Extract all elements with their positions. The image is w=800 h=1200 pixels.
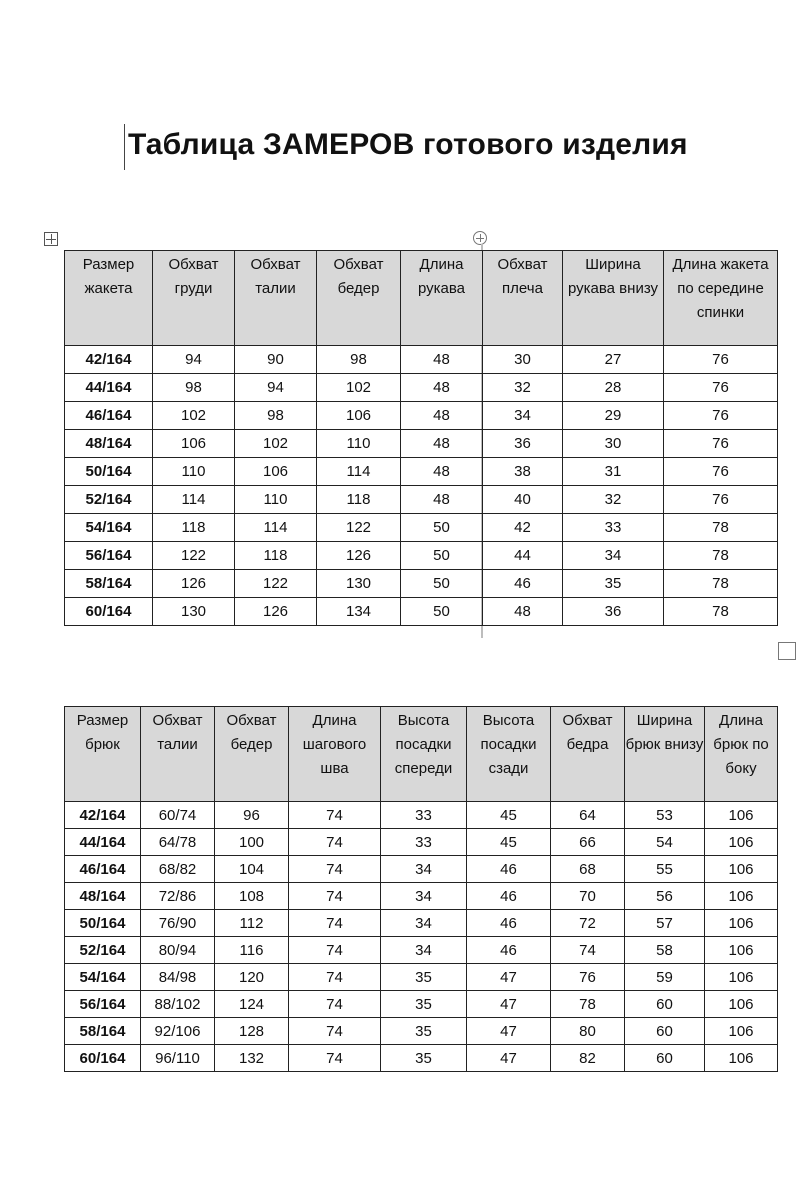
measurement-cell: 64/78 bbox=[141, 829, 215, 856]
size-cell: 58/164 bbox=[65, 570, 153, 598]
measurement-cell: 74 bbox=[289, 910, 381, 937]
measurement-cell: 36 bbox=[563, 598, 664, 626]
measurement-cell: 128 bbox=[215, 1018, 289, 1045]
measurement-cell: 78 bbox=[664, 514, 778, 542]
measurement-cell: 31 bbox=[563, 458, 664, 486]
measurement-cell: 46 bbox=[483, 570, 563, 598]
measurement-cell: 56 bbox=[625, 883, 705, 910]
measurement-cell: 35 bbox=[381, 991, 467, 1018]
measurement-cell: 44 bbox=[483, 542, 563, 570]
measurement-cell: 120 bbox=[215, 964, 289, 991]
table-row bbox=[65, 486, 778, 514]
table-row bbox=[65, 598, 778, 626]
size-cell: 50/164 bbox=[65, 910, 141, 937]
measurement-cell: 124 bbox=[215, 991, 289, 1018]
measurement-cell: 116 bbox=[215, 937, 289, 964]
measurement-cell: 114 bbox=[235, 514, 317, 542]
column-header: Обхват груди bbox=[153, 251, 235, 346]
column-header: Высота посадки спереди bbox=[381, 707, 467, 802]
table-row bbox=[65, 514, 778, 542]
measurement-cell: 112 bbox=[215, 910, 289, 937]
measurement-cell: 76 bbox=[664, 486, 778, 514]
measurement-cell: 132 bbox=[215, 1045, 289, 1072]
measurement-cell: 106 bbox=[317, 402, 401, 430]
column-header: Длина брюк по боку bbox=[705, 707, 778, 802]
measurement-cell: 94 bbox=[153, 346, 235, 374]
measurement-cell: 126 bbox=[235, 598, 317, 626]
size-cell: 50/164 bbox=[65, 458, 153, 486]
measurement-cell: 45 bbox=[467, 802, 551, 829]
table-header-row bbox=[65, 251, 778, 346]
column-header: Обхват бедер bbox=[215, 707, 289, 802]
measurement-cell: 30 bbox=[563, 430, 664, 458]
measurement-cell: 78 bbox=[551, 991, 625, 1018]
measurement-cell: 118 bbox=[235, 542, 317, 570]
measurement-cell: 33 bbox=[381, 802, 467, 829]
measurement-cell: 106 bbox=[705, 964, 778, 991]
measurement-cell: 34 bbox=[381, 937, 467, 964]
size-cell: 48/164 bbox=[65, 883, 141, 910]
measurement-cell: 47 bbox=[467, 1018, 551, 1045]
measurement-cell: 48 bbox=[401, 458, 483, 486]
measurement-cell: 60 bbox=[625, 1018, 705, 1045]
table-row bbox=[65, 458, 778, 486]
jacket-measurements-table bbox=[64, 250, 778, 626]
table-row bbox=[65, 964, 778, 991]
measurement-cell: 46 bbox=[467, 937, 551, 964]
measurement-cell: 74 bbox=[289, 856, 381, 883]
measurement-cell: 48 bbox=[401, 486, 483, 514]
measurement-cell: 130 bbox=[317, 570, 401, 598]
size-cell: 44/164 bbox=[65, 374, 153, 402]
measurement-cell: 74 bbox=[289, 883, 381, 910]
measurement-cell: 106 bbox=[235, 458, 317, 486]
page-title: Таблица ЗАМЕРОВ готового изделия bbox=[128, 128, 688, 161]
measurement-cell: 34 bbox=[381, 856, 467, 883]
measurement-cell: 106 bbox=[705, 991, 778, 1018]
measurement-cell: 60 bbox=[625, 991, 705, 1018]
measurement-cell: 80/94 bbox=[141, 937, 215, 964]
table-move-icon[interactable] bbox=[44, 232, 58, 246]
measurement-cell: 27 bbox=[563, 346, 664, 374]
table-resize-icon[interactable] bbox=[778, 642, 796, 660]
measurement-cell: 110 bbox=[235, 486, 317, 514]
measurement-cell: 50 bbox=[401, 514, 483, 542]
measurement-cell: 98 bbox=[153, 374, 235, 402]
measurement-cell: 59 bbox=[625, 964, 705, 991]
measurement-cell: 58 bbox=[625, 937, 705, 964]
size-cell: 42/164 bbox=[65, 346, 153, 374]
table-row bbox=[65, 542, 778, 570]
measurement-cell: 106 bbox=[705, 937, 778, 964]
column-header: Длина жакета по середине спинки bbox=[664, 251, 778, 346]
measurement-cell: 106 bbox=[705, 856, 778, 883]
measurement-cell: 66 bbox=[551, 829, 625, 856]
measurement-cell: 48 bbox=[401, 402, 483, 430]
measurement-cell: 50 bbox=[401, 542, 483, 570]
table-header-row bbox=[65, 707, 778, 802]
size-cell: 56/164 bbox=[65, 991, 141, 1018]
column-header: Ширина брюк внизу bbox=[625, 707, 705, 802]
measurement-cell: 126 bbox=[153, 570, 235, 598]
measurement-cell: 106 bbox=[705, 802, 778, 829]
measurement-cell: 88/102 bbox=[141, 991, 215, 1018]
measurement-cell: 106 bbox=[705, 829, 778, 856]
measurement-cell: 106 bbox=[705, 1045, 778, 1072]
measurement-cell: 48 bbox=[401, 430, 483, 458]
measurement-cell: 110 bbox=[153, 458, 235, 486]
measurement-cell: 114 bbox=[317, 458, 401, 486]
measurement-cell: 50 bbox=[401, 598, 483, 626]
measurement-cell: 130 bbox=[153, 598, 235, 626]
measurement-cell: 74 bbox=[551, 937, 625, 964]
measurement-cell: 104 bbox=[215, 856, 289, 883]
measurement-cell: 74 bbox=[289, 964, 381, 991]
measurement-cell: 78 bbox=[664, 598, 778, 626]
column-header: Обхват талии bbox=[141, 707, 215, 802]
column-insert-icon[interactable] bbox=[473, 231, 487, 245]
measurement-cell: 118 bbox=[153, 514, 235, 542]
measurement-cell: 114 bbox=[153, 486, 235, 514]
measurement-cell: 35 bbox=[381, 1045, 467, 1072]
measurement-cell: 47 bbox=[467, 991, 551, 1018]
measurement-cell: 70 bbox=[551, 883, 625, 910]
table-row bbox=[65, 1018, 778, 1045]
measurement-cell: 46 bbox=[467, 910, 551, 937]
text-cursor bbox=[124, 124, 125, 170]
size-cell: 46/164 bbox=[65, 856, 141, 883]
measurement-cell: 84/98 bbox=[141, 964, 215, 991]
table-row bbox=[65, 910, 778, 937]
measurement-cell: 122 bbox=[153, 542, 235, 570]
measurement-cell: 68 bbox=[551, 856, 625, 883]
measurement-cell: 74 bbox=[289, 991, 381, 1018]
column-header: Ширина рукава внизу bbox=[563, 251, 664, 346]
column-header: Обхват талии bbox=[235, 251, 317, 346]
size-cell: 60/164 bbox=[65, 1045, 141, 1072]
measurement-cell: 122 bbox=[317, 514, 401, 542]
measurement-cell: 80 bbox=[551, 1018, 625, 1045]
measurement-cell: 82 bbox=[551, 1045, 625, 1072]
table-row bbox=[65, 570, 778, 598]
measurement-cell: 55 bbox=[625, 856, 705, 883]
measurement-cell: 36 bbox=[483, 430, 563, 458]
table-row bbox=[65, 937, 778, 964]
measurement-cell: 28 bbox=[563, 374, 664, 402]
measurement-cell: 74 bbox=[289, 1018, 381, 1045]
size-cell: 46/164 bbox=[65, 402, 153, 430]
measurement-cell: 94 bbox=[235, 374, 317, 402]
measurement-cell: 106 bbox=[153, 430, 235, 458]
table-row bbox=[65, 829, 778, 856]
measurement-cell: 48 bbox=[401, 374, 483, 402]
measurement-cell: 76 bbox=[664, 374, 778, 402]
measurement-cell: 126 bbox=[317, 542, 401, 570]
column-header: Обхват плеча bbox=[483, 251, 563, 346]
size-cell: 54/164 bbox=[65, 514, 153, 542]
measurement-cell: 98 bbox=[235, 402, 317, 430]
size-cell: 44/164 bbox=[65, 829, 141, 856]
measurement-cell: 96 bbox=[215, 802, 289, 829]
measurement-cell: 47 bbox=[467, 1045, 551, 1072]
measurement-cell: 34 bbox=[381, 883, 467, 910]
measurement-cell: 60 bbox=[625, 1045, 705, 1072]
column-header: Размер жакета bbox=[65, 251, 153, 346]
measurement-cell: 45 bbox=[467, 829, 551, 856]
measurement-cell: 92/106 bbox=[141, 1018, 215, 1045]
table-row bbox=[65, 346, 778, 374]
measurement-cell: 74 bbox=[289, 802, 381, 829]
measurement-cell: 54 bbox=[625, 829, 705, 856]
column-header: Размер брюк bbox=[65, 707, 141, 802]
measurement-cell: 96/110 bbox=[141, 1045, 215, 1072]
measurement-cell: 76 bbox=[664, 430, 778, 458]
measurement-cell: 98 bbox=[317, 346, 401, 374]
measurement-cell: 68/82 bbox=[141, 856, 215, 883]
measurement-cell: 74 bbox=[289, 937, 381, 964]
measurement-cell: 110 bbox=[317, 430, 401, 458]
size-cell: 58/164 bbox=[65, 1018, 141, 1045]
measurement-cell: 106 bbox=[705, 910, 778, 937]
size-cell: 54/164 bbox=[65, 964, 141, 991]
measurement-cell: 64 bbox=[551, 802, 625, 829]
measurement-cell: 134 bbox=[317, 598, 401, 626]
table-row bbox=[65, 991, 778, 1018]
size-cell: 48/164 bbox=[65, 430, 153, 458]
measurement-cell: 78 bbox=[664, 542, 778, 570]
measurement-cell: 76 bbox=[664, 402, 778, 430]
measurement-cell: 32 bbox=[483, 374, 563, 402]
measurement-cell: 35 bbox=[381, 964, 467, 991]
measurement-cell: 42 bbox=[483, 514, 563, 542]
measurement-cell: 76/90 bbox=[141, 910, 215, 937]
measurement-cell: 32 bbox=[563, 486, 664, 514]
table-row bbox=[65, 802, 778, 829]
size-cell: 52/164 bbox=[65, 937, 141, 964]
table-row bbox=[65, 856, 778, 883]
size-cell: 42/164 bbox=[65, 802, 141, 829]
measurement-cell: 35 bbox=[563, 570, 664, 598]
measurement-cell: 74 bbox=[289, 1045, 381, 1072]
measurement-cell: 76 bbox=[664, 346, 778, 374]
column-header: Обхват бедра bbox=[551, 707, 625, 802]
measurement-cell: 35 bbox=[381, 1018, 467, 1045]
measurement-cell: 29 bbox=[563, 402, 664, 430]
measurement-cell: 46 bbox=[467, 883, 551, 910]
measurement-cell: 106 bbox=[705, 883, 778, 910]
size-cell: 52/164 bbox=[65, 486, 153, 514]
column-header: Обхват бедер bbox=[317, 251, 401, 346]
table-row bbox=[65, 430, 778, 458]
measurement-cell: 38 bbox=[483, 458, 563, 486]
table-row bbox=[65, 374, 778, 402]
measurement-cell: 100 bbox=[215, 829, 289, 856]
measurement-cell: 47 bbox=[467, 964, 551, 991]
column-header: Длина шагового шва bbox=[289, 707, 381, 802]
measurement-cell: 33 bbox=[563, 514, 664, 542]
size-cell: 56/164 bbox=[65, 542, 153, 570]
measurement-cell: 118 bbox=[317, 486, 401, 514]
column-header: Длина рукава bbox=[401, 251, 483, 346]
measurement-cell: 74 bbox=[289, 829, 381, 856]
table-row bbox=[65, 402, 778, 430]
measurement-cell: 34 bbox=[563, 542, 664, 570]
column-header: Высота посадки сзади bbox=[467, 707, 551, 802]
measurement-cell: 57 bbox=[625, 910, 705, 937]
trousers-measurements-table bbox=[64, 706, 778, 1072]
measurement-cell: 102 bbox=[317, 374, 401, 402]
measurement-cell: 33 bbox=[381, 829, 467, 856]
measurement-cell: 34 bbox=[381, 910, 467, 937]
measurement-cell: 76 bbox=[551, 964, 625, 991]
measurement-cell: 40 bbox=[483, 486, 563, 514]
measurement-cell: 48 bbox=[401, 346, 483, 374]
measurement-cell: 102 bbox=[235, 430, 317, 458]
size-cell: 60/164 bbox=[65, 598, 153, 626]
measurement-cell: 72/86 bbox=[141, 883, 215, 910]
measurement-cell: 76 bbox=[664, 458, 778, 486]
measurement-cell: 106 bbox=[705, 1018, 778, 1045]
measurement-cell: 78 bbox=[664, 570, 778, 598]
measurement-cell: 46 bbox=[467, 856, 551, 883]
measurement-cell: 53 bbox=[625, 802, 705, 829]
measurement-cell: 50 bbox=[401, 570, 483, 598]
measurement-cell: 72 bbox=[551, 910, 625, 937]
table-row bbox=[65, 1045, 778, 1072]
measurement-cell: 48 bbox=[483, 598, 563, 626]
measurement-cell: 102 bbox=[153, 402, 235, 430]
measurement-cell: 122 bbox=[235, 570, 317, 598]
measurement-cell: 30 bbox=[483, 346, 563, 374]
measurement-cell: 90 bbox=[235, 346, 317, 374]
measurement-cell: 60/74 bbox=[141, 802, 215, 829]
measurement-cell: 108 bbox=[215, 883, 289, 910]
table-row bbox=[65, 883, 778, 910]
measurement-cell: 34 bbox=[483, 402, 563, 430]
